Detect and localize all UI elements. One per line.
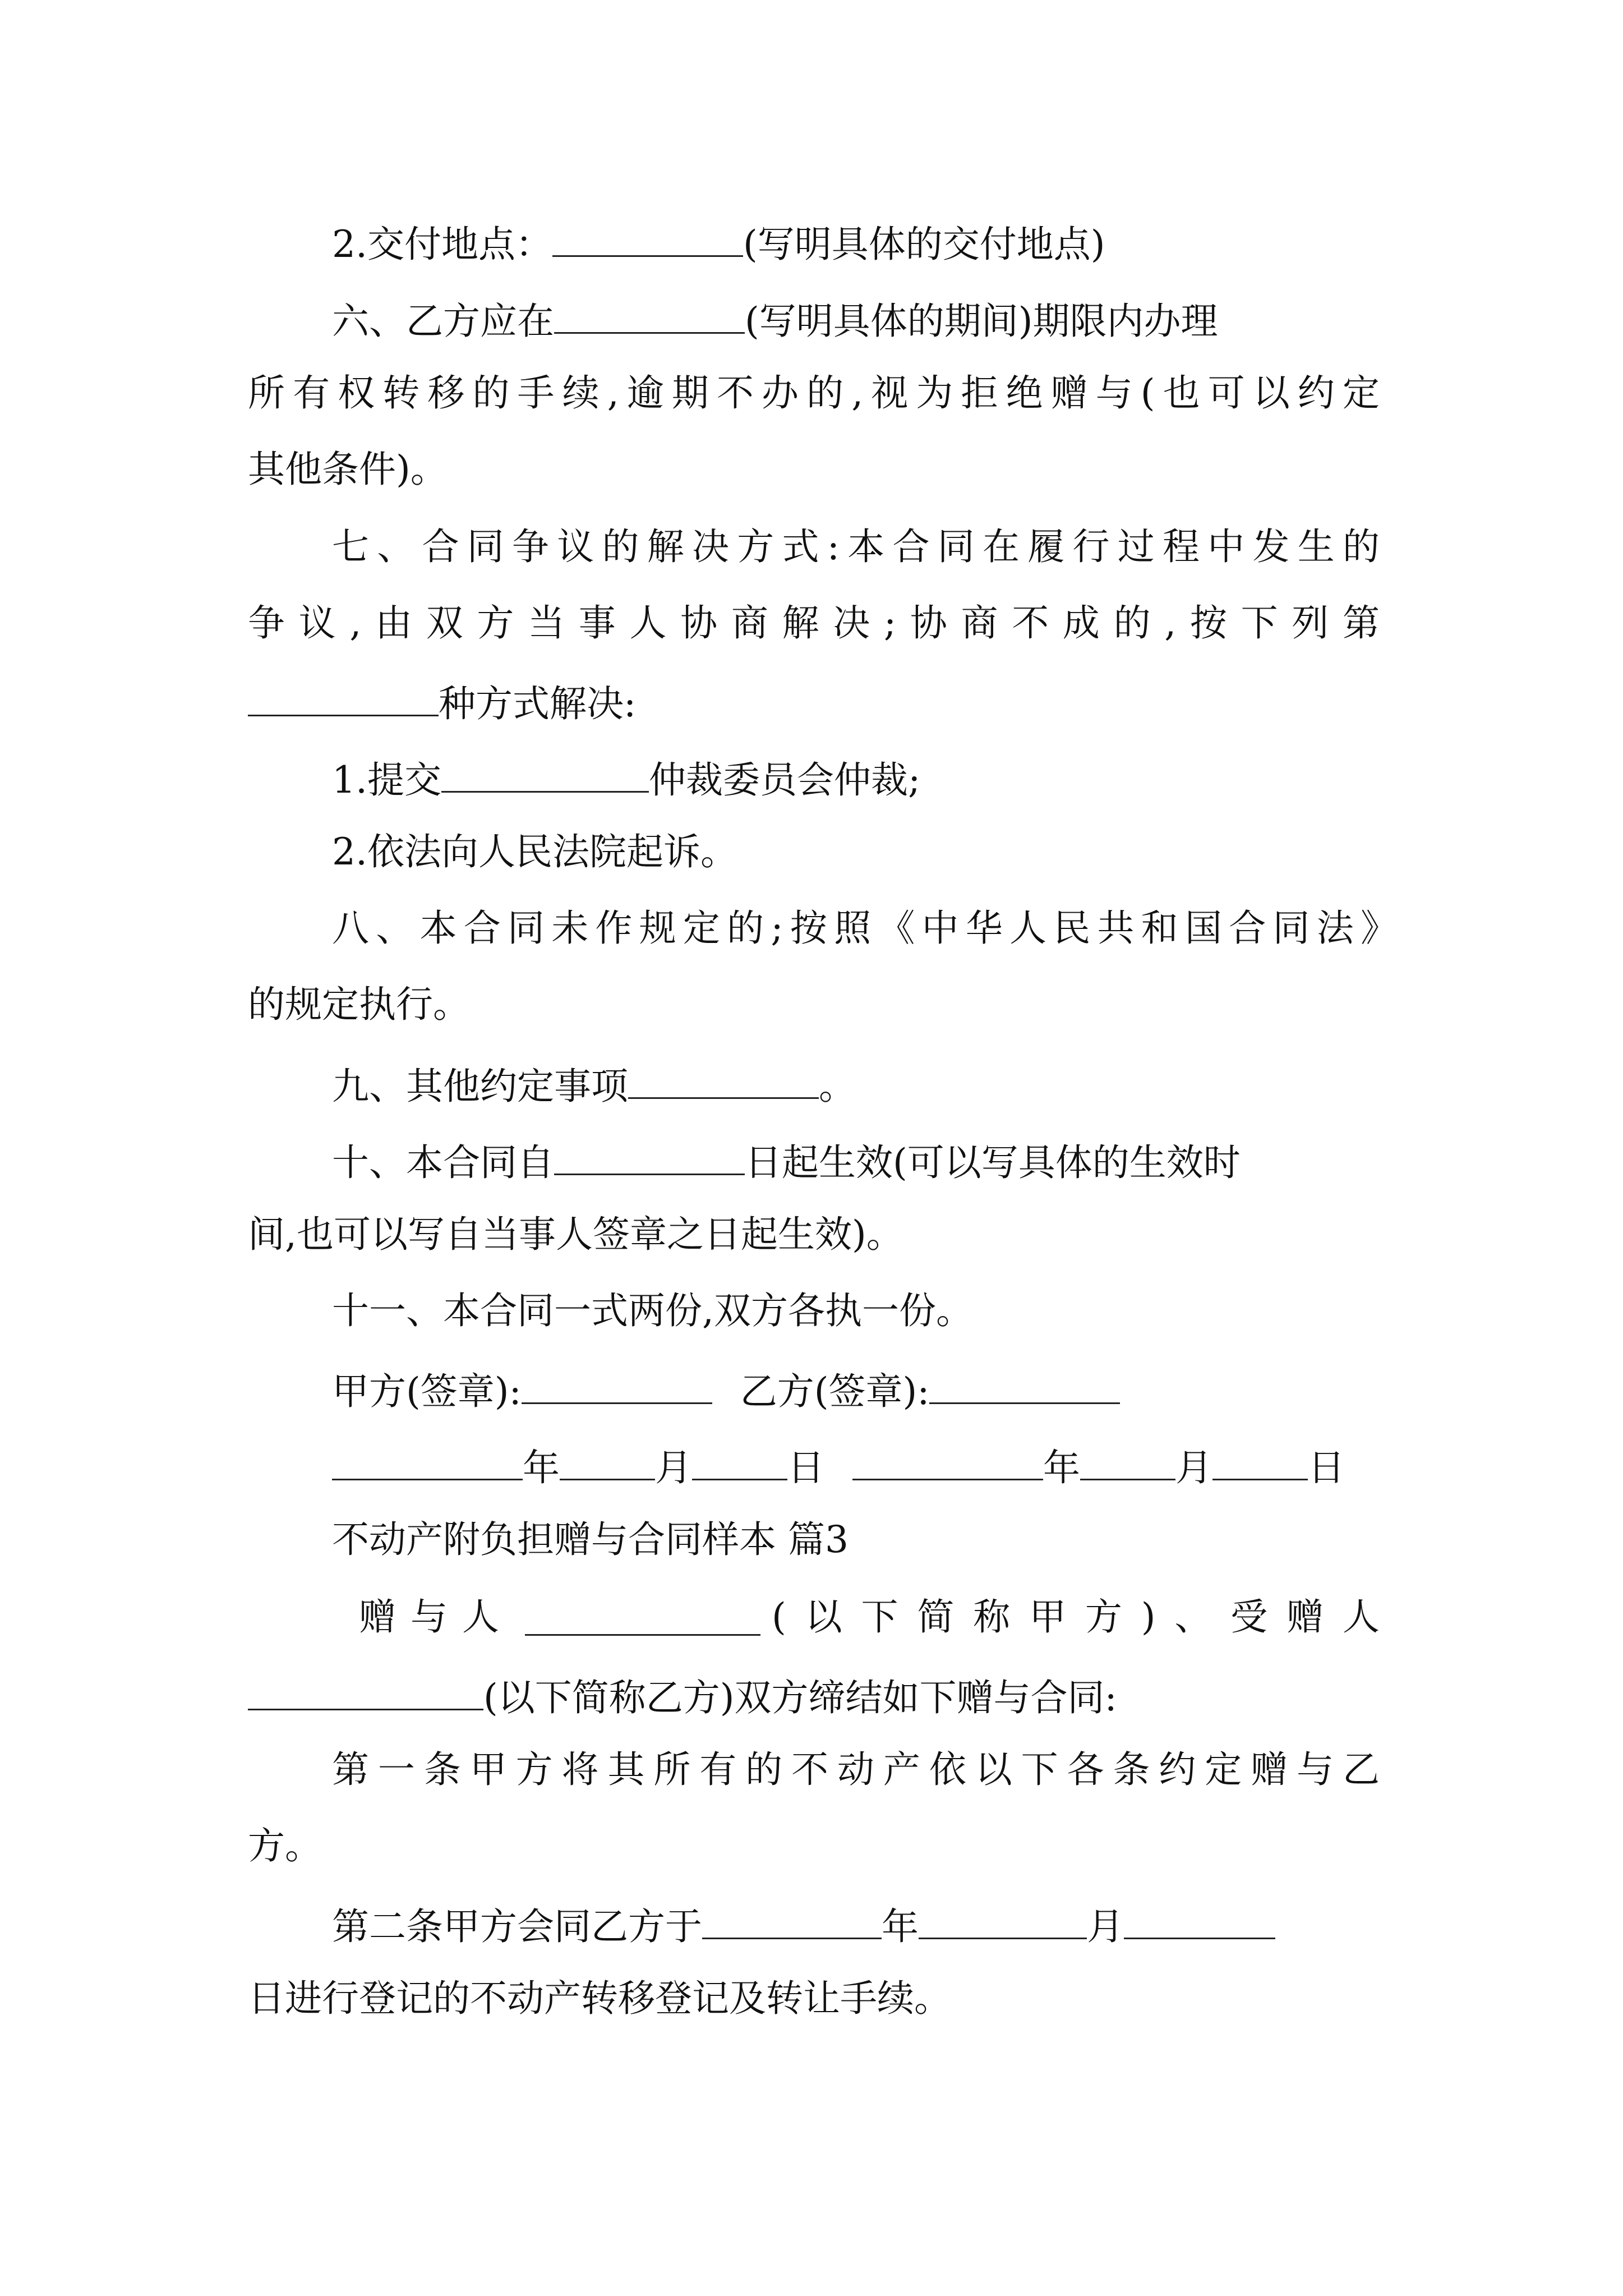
- text: (以下简称甲方)、受赠人: [772, 1595, 1380, 1639]
- blank-party-b-month: [1080, 1445, 1175, 1480]
- blank-party-b-day: [1212, 1445, 1308, 1480]
- text: 年: [523, 1446, 560, 1489]
- clause-6-line-3: 其他条件)。: [248, 448, 448, 491]
- text: 赠与人: [359, 1595, 514, 1639]
- arbitration-line: [332, 757, 921, 802]
- text: (写明具体的交付地点): [743, 223, 1105, 266]
- text: 日起生效(可以写具体的生效时: [745, 1141, 1241, 1184]
- text: 日: [1308, 1446, 1345, 1489]
- blank-other-matters: [628, 1064, 819, 1099]
- text: 月: [1175, 1446, 1212, 1489]
- article-2-line-1: [332, 1904, 1275, 1948]
- blank-party-a-signature: [522, 1369, 712, 1404]
- blank-delivery-location: [552, 222, 743, 257]
- article-1-line-2: 方。: [248, 1824, 322, 1867]
- text: 九、其他约定事项: [332, 1065, 628, 1108]
- text: 年: [882, 1905, 919, 1948]
- blank-period: [554, 298, 745, 334]
- blank-party-a-month: [560, 1445, 655, 1480]
- blank-registration-year: [702, 1904, 882, 1939]
- text: 十、本合同自: [332, 1141, 554, 1184]
- clause-9-line: [332, 1064, 856, 1108]
- text: 日: [787, 1446, 824, 1489]
- blank-party-b-year: [852, 1445, 1043, 1480]
- delivery-location-line: [332, 222, 1105, 266]
- text: 第二条甲方会同乙方于: [332, 1905, 702, 1948]
- article-2-line-2: 日进行登记的不动产转移登记及转让手续。: [248, 1977, 951, 2020]
- text: 月: [655, 1446, 692, 1489]
- text: 2.交付地点：: [332, 223, 552, 266]
- text: 。: [819, 1065, 856, 1108]
- text: (写明具体的期间)期限内办理: [745, 300, 1218, 343]
- parties-line-2: [248, 1675, 1117, 1717]
- text: 1.提交: [332, 758, 441, 802]
- blank-arbitration-committee: [441, 757, 649, 793]
- text: 六、乙方应在: [332, 300, 554, 343]
- litigation-line: 2.依法向人民法院起诉。: [332, 830, 737, 873]
- signature-date-line: [332, 1445, 1345, 1487]
- blank-party-a-year: [332, 1445, 523, 1480]
- blank-party-a-day: [692, 1445, 787, 1480]
- section-heading: 不动产附负担赠与合同样本 篇3: [332, 1518, 849, 1561]
- clause-8-line-2: 的规定执行。: [248, 983, 470, 1026]
- text: 仲裁委员会仲裁;: [648, 758, 921, 802]
- clause-7-line-1: 七、合同争议的解决方式:本合同在履行过程中发生的: [332, 525, 1380, 568]
- clause-10-line-1: [332, 1140, 1241, 1184]
- party-b-signature-label: 乙方(签章):: [740, 1370, 930, 1413]
- clause-7-line-3: [248, 681, 636, 723]
- party-a-signature-label: 甲方(签章):: [332, 1370, 522, 1413]
- clause-6-line-1: [332, 298, 1218, 343]
- clause-8-line-1: 八、本合同未作规定的;按照《中华人民共和国合同法》: [332, 907, 1398, 950]
- text: 年: [1043, 1446, 1080, 1489]
- clause-10-line-2: 间,也可以写自当事人签章之日起生效)。: [248, 1213, 903, 1256]
- clause-7-line-2: 争议,由双方当事人协商解决;协商不成的,按下列第: [248, 601, 1380, 645]
- blank-registration-day: [1124, 1904, 1275, 1939]
- blank-party-b-signature: [929, 1369, 1120, 1404]
- parties-line-1: [359, 1595, 1380, 1639]
- text: 种方式解决:: [439, 682, 637, 725]
- blank-effective-date: [554, 1140, 745, 1175]
- clause-11-line: 十一、本合同一式两份,双方各执一份。: [332, 1289, 973, 1332]
- text: 月: [1087, 1905, 1124, 1948]
- blank-donor: [525, 1600, 760, 1636]
- blank-method-number: [248, 681, 439, 716]
- blank-donee: [248, 1675, 483, 1710]
- signature-line: [332, 1369, 1120, 1413]
- article-1-line-1: 第一条甲方将其所有的不动产依以下各条约定赠与乙: [332, 1748, 1380, 1791]
- blank-registration-month: [919, 1904, 1087, 1939]
- text: (以下简称乙方)双方缔结如下赠与合同:: [483, 1676, 1117, 1719]
- clause-6-line-2: 所有权转移的手续,逾期不办的,视为拒绝赠与(也可以约定: [248, 371, 1380, 415]
